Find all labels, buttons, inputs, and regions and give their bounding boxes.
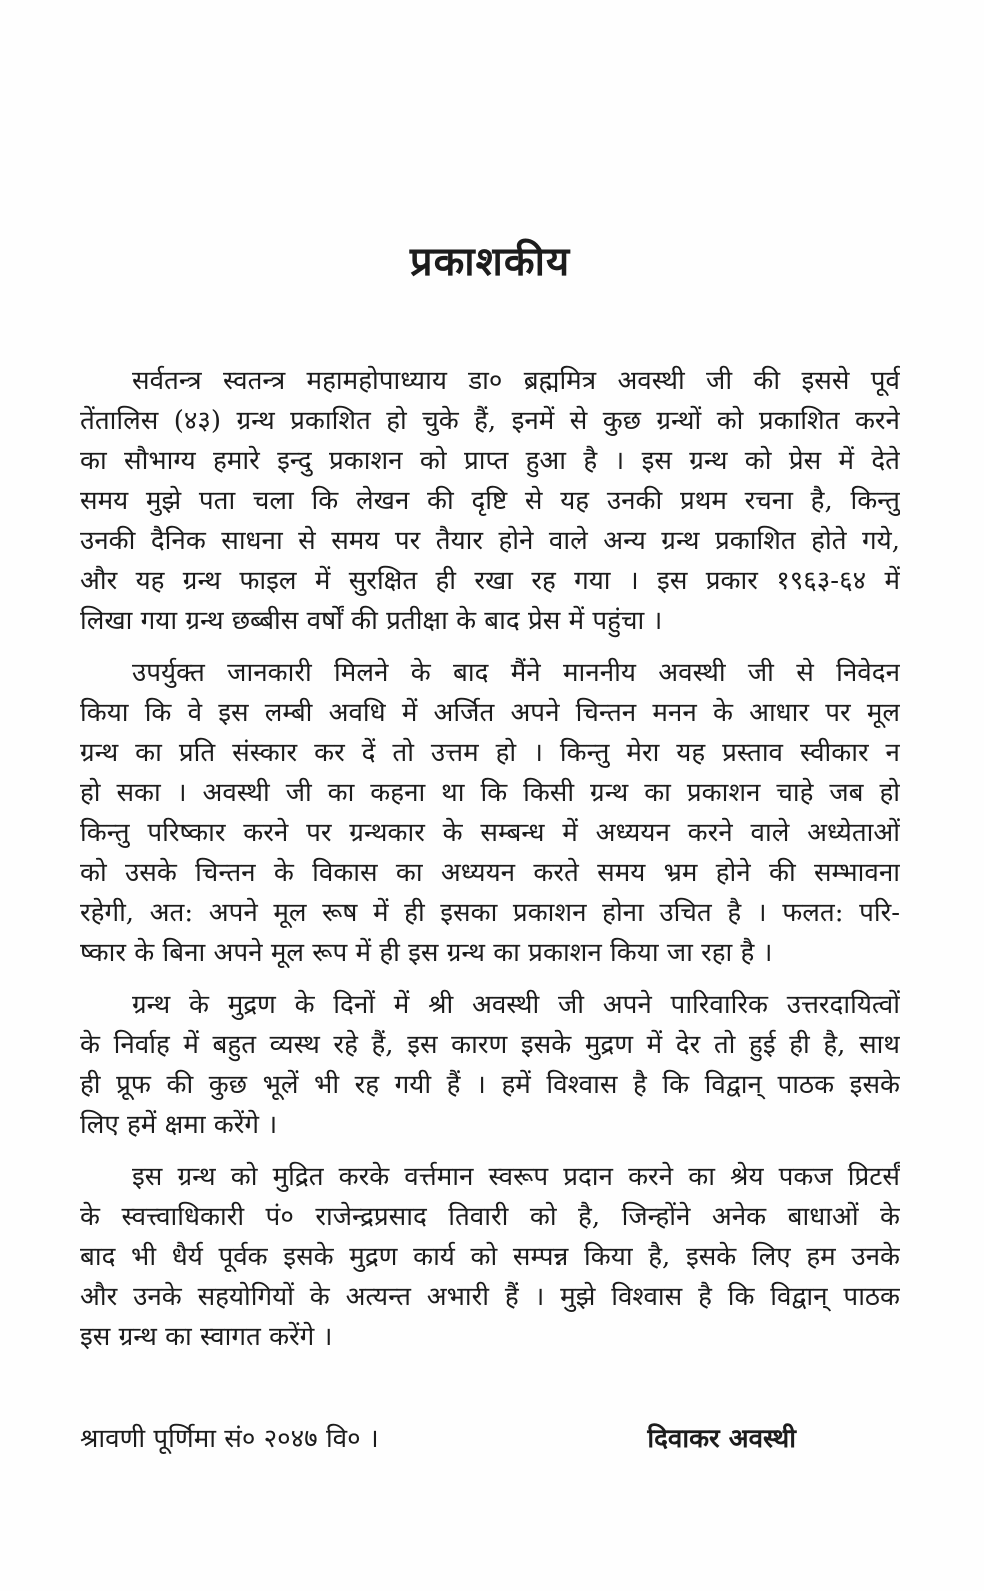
text-line: और यह ग्रन्थ फाइल में सुरक्षित ही रखा रह गया । इस प्रकार १९६३-६४ में <box>80 566 900 596</box>
text-line: समय मुझे पता चला कि लेखन की दृष्टि से यह उनकी प्रथम रचना है, किन्तु <box>80 486 900 516</box>
text-line: किया कि वे इस लम्बी अवधि में अर्जित अपने चिन्तन मनन के आधार पर मूल <box>80 698 900 728</box>
text-line: को उसके चिन्तन के विकास का अध्ययन करते समय भ्रम होने की सम्भावना <box>80 858 900 888</box>
paragraph <box>80 1157 900 1357</box>
text-line: रहेगी, अत: अपने मूल रूष में ही इसका प्रकाशन होना उचित है । फलत: परि- <box>80 898 900 928</box>
text-line: ही प्रूफ की कुछ भूलें भी रह गयी हैं । हमें विश्वास है कि विद्वान् पाठक इसके <box>80 1070 900 1100</box>
paragraph <box>80 361 900 641</box>
text-line: लिखा गया ग्रन्थ छब्बीस वर्षों की प्रतीक्षा के बाद प्रेस में पहुंचा । <box>80 606 663 636</box>
body-text <box>80 361 900 1357</box>
paragraph <box>80 985 900 1145</box>
text-line: के स्वत्त्वाधिकारी पं० राजेन्द्रप्रसाद तिवारी को है, जिन्होंने अनेक बाधाओं के <box>80 1202 900 1232</box>
text-line: सर्वतन्त्र स्वतन्त्र महामहोपाध्याय डा० ब्रह्ममित्र अवस्थी जी की इससे पूर्व <box>132 366 900 396</box>
text-line: उनकी दैनिक साधना से समय पर तैयार होने वाले अन्य ग्रन्थ प्रकाशित होते गये, <box>80 526 900 556</box>
text-line: तेंतालिस (४३) ग्रन्थ प्रकाशित हो चुके हैं, इनमें से कुछ ग्रन्थों को प्रकाशित करने <box>80 406 900 436</box>
text-line: हो सका । अवस्थी जी का कहना था कि किसी ग्रन्थ का प्रकाशन चाहे जब हो <box>80 778 900 808</box>
text-line: का सौभाग्य हमारे इन्दु प्रकाशन को प्राप्त हुआ है । इस ग्रन्थ को प्रेस में देते <box>80 446 900 476</box>
text-line: किन्तु परिष्कार करने पर ग्रन्थकार के सम्बन्ध में अध्ययन करने वाले अध्येताओं <box>80 818 900 848</box>
page-title: प्रकाशकीय <box>409 238 571 285</box>
text-line: और उनके सहयोगियों के अत्यन्त अभारी हैं । मुझे विश्वास है कि विद्वान् पाठक <box>80 1282 900 1312</box>
text-line: इस ग्रन्थ को मुद्रित करके वर्त्तमान स्वरूप प्रदान करने का श्रेय पकज प्रिटर्सं <box>132 1162 900 1192</box>
footer <box>80 1419 900 1455</box>
text-line: के निर्वाह में बहुत व्यस्थ रहे हैं, इस कारण इसके मुद्रण में देर तो हुई ही है, साथ <box>80 1030 900 1060</box>
text-line: ग्रन्थ के मुद्रण के दिनों में श्री अवस्थी जी अपने पारिवारिक उत्तरदायित्वों <box>132 990 900 1020</box>
text-line: ष्कार के बिना अपने मूल रूप में ही इस ग्रन्थ का प्रकाशन किया जा रहा है । <box>80 938 773 968</box>
footer-signature: दिवाकर अवस्थी <box>647 1424 796 1454</box>
text-line: इस ग्रन्थ का स्वागत करेंगे । <box>80 1322 333 1352</box>
text-line: ग्रन्थ का प्रति संस्कार कर दें तो उत्तम हो । किन्तु मेरा यह प्रस्ताव स्वीकार न <box>80 738 900 768</box>
footer-date: श्रावणी पूर्णिमा सं० २०४७ वि० । <box>80 1424 379 1454</box>
text-line: बाद भी धैर्य पूर्वक इसके मुद्रण कार्य को सम्पन्न किया है, इसके लिए हम उनके <box>80 1242 900 1272</box>
paragraph <box>80 653 900 973</box>
text-line: लिए हमें क्षमा करेंगे । <box>80 1110 278 1140</box>
text-line: उपर्युक्त जानकारी मिलने के बाद मैंने माननीय अवस्थी जी से निवेदन <box>132 658 900 688</box>
